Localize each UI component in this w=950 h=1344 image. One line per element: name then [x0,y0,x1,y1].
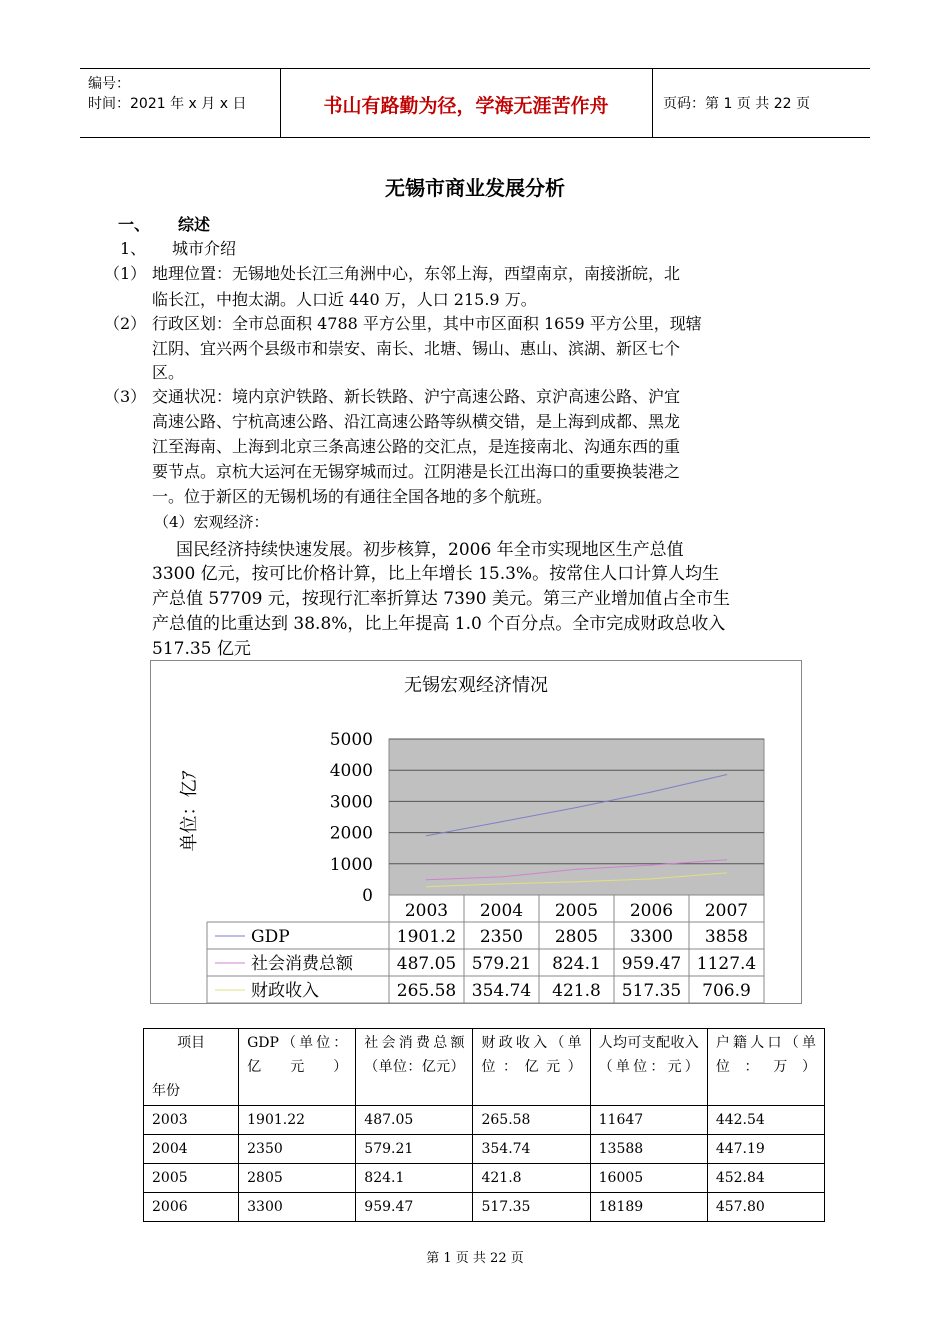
item-line: 江阴、宜兴两个县级市和崇安、南长、北塘、锡山、惠山、滨湖、新区七个 [152,339,681,358]
table-header-cell: 户籍人口（单位：万） [707,1029,824,1106]
item-line: 交通状况：境内京沪铁路、新长铁路、沪宁高速公路、京沪高速公路、沪宜 [152,387,681,406]
x-tick-label: 2007 [704,901,749,921]
code-label: 编号： [88,76,130,92]
item4-heading: （4）宏观经济： [154,513,269,531]
item-line: 临长江，中抱太湖。人口近 440 万，人口 215.9 万。 [152,290,537,309]
data-label: 265.58 [396,981,457,1001]
x-tick-label: 2003 [404,901,449,921]
table-row [144,1106,825,1135]
data-label: 487.05 [396,954,457,974]
legend-label: GDP [251,927,290,947]
motto: 书山有路勤为径，学海无涯苦作舟 [323,95,609,117]
chart-y-axis-label: 单位：亿ｱ [179,770,200,852]
data-point [726,859,727,860]
table-cell: 3300 [239,1193,356,1222]
table-cell: 447.19 [707,1135,824,1164]
table-header-cell: GDP（单位：亿元） [239,1029,356,1106]
table-header-cell: 财政收入（单位：亿元） [473,1029,590,1106]
data-label: 354.74 [471,981,532,1001]
corner-top-label: 项目 [177,1035,206,1051]
item-line: 区。 [152,363,185,382]
page-footer: 第 1 页 共 22 页 [426,1251,524,1266]
table-cell: 959.47 [356,1193,473,1222]
data-point [576,807,577,808]
macro-line: 产总值的比重达到 38.8%，比上年提高 1.0 个百分点。全市完成财政总收入 [152,614,726,634]
table-cell: 824.1 [356,1164,473,1193]
chart-svg [151,661,801,1003]
y-tick-label: 5000 [329,730,373,750]
y-tick-label: 0 [362,886,373,906]
subsection-heading: 城市介绍 [172,239,237,258]
data-label: 3858 [704,927,749,947]
data-label: 1127.4 [696,954,757,974]
table-cell: 2003 [144,1106,239,1135]
y-tick-label: 2000 [329,823,373,844]
table-cell: 16005 [590,1164,707,1193]
table-cell: 1901.22 [239,1106,356,1135]
table-cell: 354.74 [473,1135,590,1164]
data-point [426,835,427,836]
table-cell: 13588 [590,1135,707,1164]
data-label: 824.1 [552,954,601,974]
item-line: 江至海南、上海到北京三条高速公路的交汇点，是连接南北、沟通东西的重 [152,437,681,456]
data-point [726,774,727,775]
time-label: 时间：2021 年 x 月 x 日 [88,96,247,112]
legend-label: 社会消费总额 [251,954,353,974]
data-point [576,869,577,870]
data-point [651,864,652,865]
table-cell: 265.58 [473,1106,590,1135]
subsection-number: 1、 [120,239,147,258]
plot-background [389,739,764,895]
table-cell: 2005 [144,1164,239,1193]
table-row [144,1193,825,1222]
document-title: 无锡市商业发展分析 [385,176,565,200]
table-header-cell: 社会消费总额（单位：亿元） [356,1029,473,1106]
chart-title: 无锡宏观经济情况 [404,675,548,696]
table-header-cell: 人均可支配收入（单位：元） [590,1029,707,1106]
data-point [426,886,427,887]
item-line: 要节点。京杭大运河在无锡穿城而过。江阴港是长江出海口的重要换装港之 [152,462,681,481]
y-tick-label: 3000 [329,792,373,813]
header-left-cell [80,69,281,137]
data-label: 421.8 [552,981,601,1001]
table-cell: 2006 [144,1193,239,1222]
document-header [80,68,870,138]
corner-bottom-label: 年份 [152,1083,180,1099]
plot-area [330,730,764,906]
macro-line: 产总值 57709 元，按现行汇率折算达 7390 美元。第三产业增加值占全市生 [152,589,730,609]
legend-label: 财政收入 [251,981,319,1001]
table-cell: 2004 [144,1135,239,1164]
table-cell: 18189 [590,1193,707,1222]
data-label: 2805 [554,927,599,947]
data-label: 579.21 [471,954,532,974]
table-cell: 487.05 [356,1106,473,1135]
macro-line: 3300 亿元，按可比价格计算，比上年增长 15.3%。按常住人口计算人均生 [152,564,720,584]
table-cell: 457.80 [707,1193,824,1222]
table-body [144,1029,825,1222]
table-header-row [144,1029,825,1106]
table-cell: 421.8 [473,1164,590,1193]
header-page-cell [653,69,870,137]
data-label: 1901.2 [396,927,457,947]
x-tick-label: 2005 [554,901,599,921]
economic-data-table [143,1028,825,1222]
data-point [501,883,502,884]
table-cell: 452.84 [707,1164,824,1193]
table-row [144,1164,825,1193]
item-line: 一。位于新区的无锡机场的有通往全国各地的多个航班。 [152,487,553,506]
item-number: （3） [104,387,147,406]
macro-economy-chart [150,660,802,1004]
y-tick-label: 1000 [329,854,373,875]
section-heading: 综述 [178,215,211,234]
table-cell: 2805 [239,1164,356,1193]
header-motto-cell [280,69,653,137]
data-point [426,879,427,880]
section-number: 一、 [118,215,151,234]
macro-line: 国民经济持续快速发展。初步核算，2006 年全市实现地区生产总值 [176,540,684,560]
y-tick-label: 4000 [329,761,373,782]
table-cell: 517.35 [473,1193,590,1222]
data-point [651,878,652,879]
macro-line: 517.35 亿元 [152,639,251,659]
data-point [501,876,502,877]
table-cell: 11647 [590,1106,707,1135]
chart-data-table [207,895,764,1003]
item-line: 地理位置：无锡地处长江三角洲中心，东邻上海，西望南京，南接浙皖，北 [152,264,681,283]
data-label: 2350 [479,927,524,947]
table-cell: 2350 [239,1135,356,1164]
table-row [144,1135,825,1164]
data-label: 706.9 [702,981,751,1001]
data-point [576,881,577,882]
item-line: 高速公路、宁杭高速公路、沿江高速公路等纵横交错，是上海到成都、黑龙 [152,412,681,431]
x-tick-label: 2006 [629,901,674,921]
table-cell: 442.54 [707,1106,824,1135]
data-point [501,821,502,822]
table-cell: 579.21 [356,1135,473,1164]
data-label: 3300 [629,927,674,947]
data-label: 959.47 [621,954,682,974]
item-number: （2） [104,314,147,333]
data-point [726,872,727,873]
item-number: （1） [104,264,147,283]
item-line: 行政区划：全市总面积 4788 平方公里，其中市区面积 1659 平方公里，现辖 [152,314,702,333]
data-label: 517.35 [621,981,682,1001]
table-header-cell [144,1029,239,1106]
x-tick-label: 2004 [479,901,524,921]
page-info: 页码：第 1 页 共 22 页 [663,96,810,112]
data-point [651,791,652,792]
